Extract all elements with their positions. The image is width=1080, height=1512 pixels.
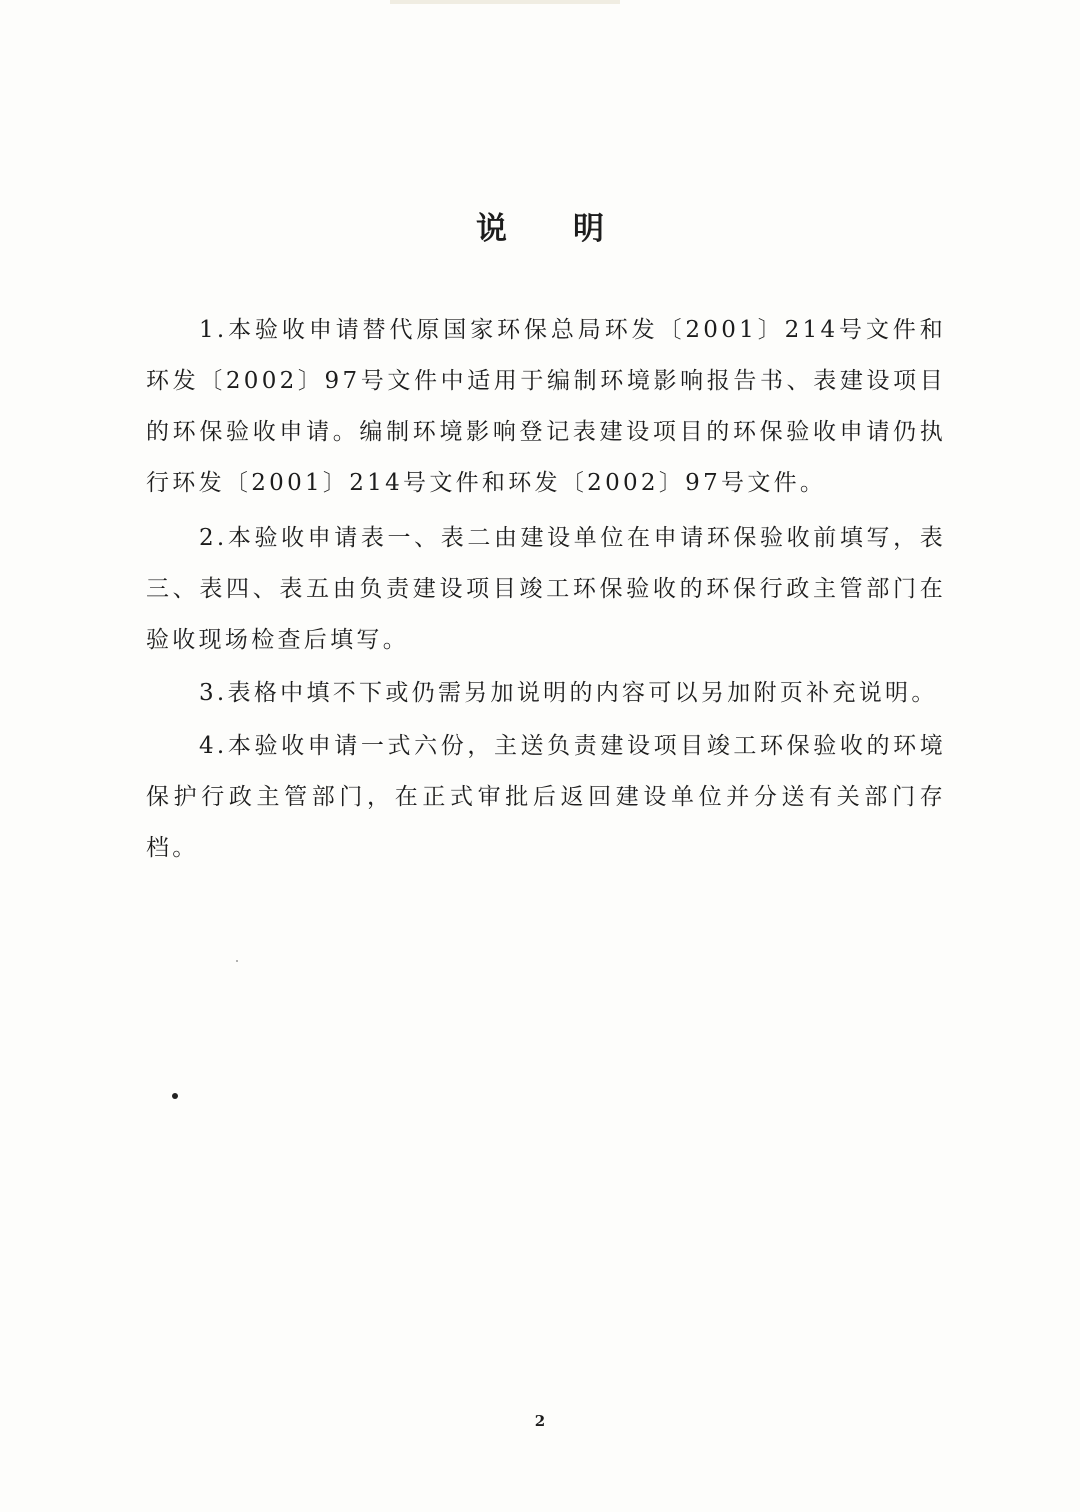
- document-title: 说明: [476, 211, 670, 247]
- document-body: [146, 305, 946, 876]
- paragraph-3: 3.表格中填不下或仍需另加说明的内容可以另加附页补充说明。: [199, 680, 938, 706]
- scan-edge-shade: [390, 0, 620, 4]
- paragraph-2: 2.本验收申请表一、表二由建设单位在申请环保验收前填写，表三、表四、表五由负责建设项目竣工环保验收的环保行政主管部门在验收现场检查后填写。: [146, 525, 946, 653]
- paragraph-4: 4.本验收申请一式六份，主送负责建设项目竣工环保验收的环境保护行政主管部门，在正式审批后返回建设单位并分送有关部门存档。: [146, 733, 946, 861]
- scan-speck: [236, 960, 238, 962]
- scan-dot: [172, 1093, 178, 1099]
- paragraph-1: 1.本验收申请替代原国家环保总局环发〔2001〕214号文件和环发〔2002〕97号文件中适用于编制环境影响报告书、表建设项目的环保验收申请。编制环境影响登记表建设项目的环保验收申请仍执行环发〔2001〕214号文件和环发〔2002〕97号文件。: [146, 317, 946, 496]
- page-number: 2: [534, 1412, 546, 1430]
